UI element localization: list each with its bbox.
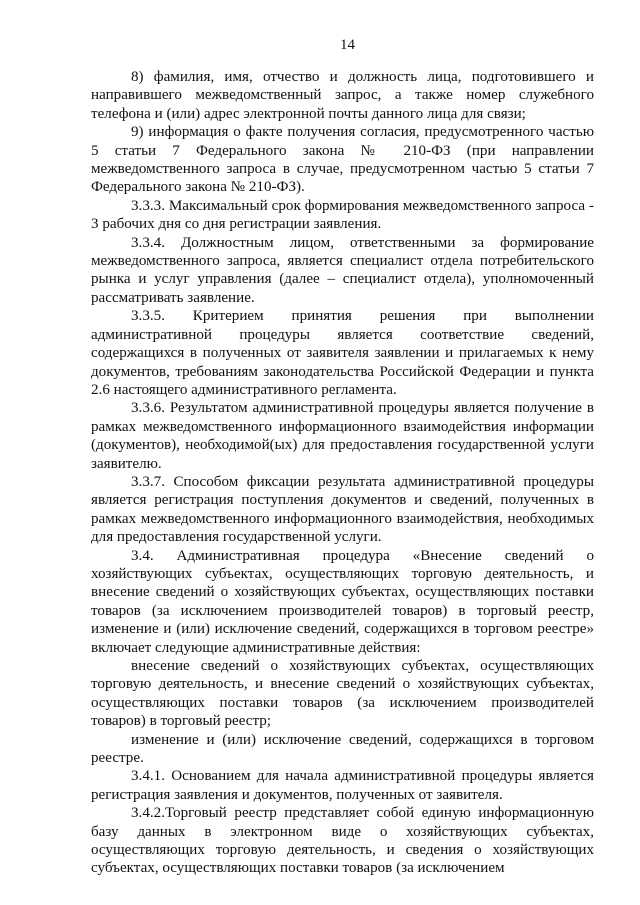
paragraph-3-3-4: 3.3.4. Должностным лицом, ответственными за формирование межведомственного запроса, является специалист отдела потребительского рынка и услуг управления (далее – специалист отдела), уполномоченный рассматривать заявление.: [91, 234, 594, 306]
paragraph-3-4-2: 3.4.2.Торговый реестр представляет собой единую информационную базу данных в электронном виде о хозяйствующих субъектах, осуществляющих торговую деятельность, и сведения о хозяйствующих субъектах, осуществляющих поставки товаров (за исключением: [91, 805, 594, 877]
page-number: 14: [340, 37, 355, 53]
paragraph-3-3-7: 3.3.7. Способом фиксации результата административной процедуры является регистрация поступления документов и сведений, полученных в рамках межведомственного информационного взаимодействия, необходимых для предоставления государственной услуги.: [91, 473, 594, 546]
paragraph-3-3-5: 3.3.5. Критерием принятия решения при выполнении административной процедуры является соответствие сведений, содержащихся в полученных от заявителя заявлении и прилагаемых к нему документов, требованиям законодательства Российской Федерации и пункта 2.6 настоящего административного регламента.: [91, 308, 594, 398]
paragraph-item-8: 8) фамилия, имя, отчество и должность лица, подготовившего и направившего межведомственный запрос, а также номер служебного телефона и (или) адрес электронной почты данного лица для связи;: [91, 69, 594, 122]
paragraph-action-change: изменение и (или) исключение сведений, содержащихся в торговом реестре.: [91, 731, 594, 767]
paragraph-3-3-3: 3.3.3. Максимальный срок формирования межведомственного запроса - 3 рабочих дня со дня регистрации заявления.: [91, 197, 594, 233]
document-body: [91, 68, 594, 878]
paragraph-3-4: 3.4. Административная процедура «Внесение сведений о хозяйствующих субъектах, осуществляющих торговую деятельность, и внесение сведений о хозяйствующих субъектах, осуществляющих поставки товаров (за исключением производителей товаров) в торговый реестр, изменение и (или) исключение сведений, содержащихся в торговом реестре» включает следующие административные действия:: [91, 547, 594, 656]
paragraph-3-3-6: 3.3.6. Результатом административной процедуры является получение в рамках межведомственного информационного взаимодействия информации (документов), необходимой(ых) для предоставления государственной услуги заявителю.: [91, 400, 594, 472]
paragraph-3-4-1: 3.4.1. Основанием для начала административной процедуры является регистрация заявления и документов, полученных от заявителя.: [91, 768, 594, 803]
paragraph-action-entry: внесение сведений о хозяйствующих субъектах, осуществляющих торговую деятельность, и внесение сведений о хозяйствующих субъектах, осуществляющих поставки товаров (за исключением производителей товаров) в торговый реестр;: [91, 658, 594, 730]
paragraph-item-9: 9) информация о факте получения согласия, предусмотренного частью 5 статьи 7 Федерального закона № 210-ФЗ (при направлении межведомственного запроса в случае, предусмотренном частью 5 статьи 7 Федерального закона № 210-ФЗ).: [91, 124, 594, 196]
